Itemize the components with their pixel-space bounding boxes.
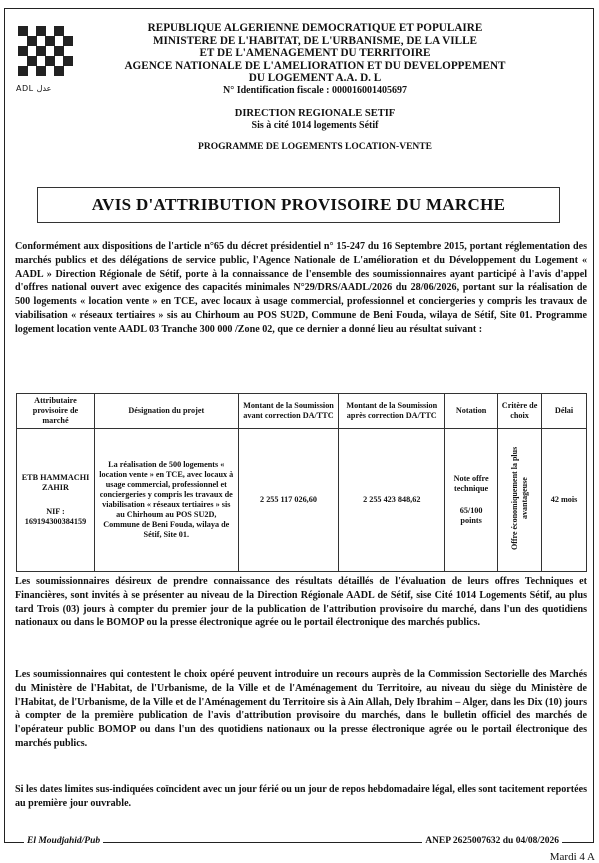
newspaper-date: Mardi 4 A xyxy=(549,851,595,863)
award-table xyxy=(16,393,587,572)
header-line-republic: REPUBLIQUE ALGERIENNE DEMOCRATIQUE ET POPULAIRE xyxy=(147,22,483,34)
anep-reference: ANEP 2625007632 du 04/08/2026 xyxy=(422,836,562,846)
cell-bidder xyxy=(17,429,95,572)
criteria-text: Offre économiquement la plus avantageuse xyxy=(509,446,529,551)
table-header-row xyxy=(17,394,587,429)
regional-direction: DIRECTION REGIONALE SETIF xyxy=(234,107,396,119)
appeal-paragraph: Les soumissionnaires qui contestent le choix opéré peuvent introduire un recours auprès de la Commission Sectorielle des Marchés du Ministère de l'Habitat, de l'Urbanisme, de la Ville et de l'Aménagement du Territoire, au niveau du siège du Ministère de l'Habitat, de l'Urbanisme, de la Ville et de l'Aménagement du Territoire sis à Ain Allah, Dely Ibrahim – Alger, dans les Dix (10) jours à compter de la première publication de l'avis d'attribution provisoire du marchés, dans le bulletin officiel des marchés de l'opérateur public BOMOP ou dans l'un des quotidiens nationaux ou la presse électronique agrée ou le portail électronique des marchés publics. xyxy=(15,669,587,749)
publisher-credit: El Moudjahid/Pub xyxy=(24,836,103,846)
header-criteria: Critère de choix xyxy=(498,394,542,429)
header-line-agency: AGENCE NATIONALE DE L'AMELIORATION ET DU DEVELOPPEMENT xyxy=(124,59,506,72)
header-bidder: Attributaire provisoire de marché xyxy=(17,394,95,429)
header-amount-before: Montant de la Soumission avant correction DA/TTC xyxy=(238,394,339,429)
intro-paragraph: Conformément aux dispositions de l'article n°65 du décret présidentiel n° 15-247 du 16 Septembre 2015, portant réglementation des marchés publics et des délégations de service public, l'Agence Nationale de L'amélioration et du Développement du Logement « AADL » Direction Régionale de Sétif, porte à la connaissance de l'ensemble des soumissionnaires ayant participé à l'avis d'appel d'offres national ouvert avec exigence des capacités minimales N°29/DRS/AADL/2026 du 28/06/2026, portant sur la réalisation de 500 logements « location vente » en TCE, avec locaux à usage commercial, professionnel et conciergeries y compris les travaux de viabilisation « réseaux tertiaires » sis au Chirhoum au POS SU2D, Commune de Beni Fouda, wilaya de Sétif, Site 01. Programme logement location vente AADL 03 Tranche 300 000 /Zone 02, que ce dernier a donné lieu au résultat suivant : xyxy=(15,241,587,335)
cell-delay: 42 mois xyxy=(542,429,587,572)
notation-label: Note offre technique xyxy=(453,474,489,493)
bidder-name: ETB HAMMACHI ZAHIR xyxy=(21,473,90,492)
holiday-paragraph: Si les dates limites sus-indiquées coïncident avec un jour férié ou un jour de repos hebdomadaire légal, elles sont tacitement reportées au première jour ouvrable. xyxy=(15,784,587,809)
fiscal-id: N° Identification fiscale : 000016001405697 xyxy=(223,84,407,96)
direction-address: Sis à cité 1014 logements Sétif xyxy=(251,120,379,132)
header xyxy=(100,22,530,153)
header-amount-after: Montant de la Soumission après correction DA/TTC xyxy=(339,394,445,429)
notation-value: 65/100 points xyxy=(459,506,483,525)
results-consultation-paragraph: Les soumissionnaires désireux de prendre connaissance des résultats détaillés de l'évaluation de leurs offres Techniques et Financières, sont invités à se présenter au niveau de la Direction Régionale AADL de Sétif, sise Cité 1014 Logements Sétif, au plus tard Trois (03) jours à compter du premier jour de la publication de l'attribution provisoire du marché, dans l'un des quotidiens nationaux ou dans le BOMOP ou la presse électronique agrée ou le portail électronique des marchés publics. xyxy=(15,576,587,629)
cell-criteria xyxy=(498,429,542,572)
logo-caption: ADL عدل xyxy=(16,84,52,93)
header-line-ministry: MINISTERE DE L'HABITAT, DE L'URBANISME, DE LA VILLE xyxy=(153,34,477,47)
header-line-territory: ET DE L'AMENAGEMENT DU TERRITOIRE xyxy=(199,47,431,60)
cell-amount-before: 2 255 117 026,60 xyxy=(238,429,339,572)
bidder-nif: NIF : 169194300384159 xyxy=(24,507,87,526)
cell-amount-after: 2 255 423 848,62 xyxy=(339,429,445,572)
footer xyxy=(4,836,594,850)
notice-title: AVIS D'ATTRIBUTION PROVISOIRE DU MARCHE xyxy=(37,187,560,223)
cell-notation xyxy=(445,429,498,572)
header-notation: Notation xyxy=(445,394,498,429)
table-row xyxy=(17,429,587,572)
header-delay: Délai xyxy=(542,394,587,429)
header-project: Désignation du projet xyxy=(94,394,238,429)
cell-project: La réalisation de 500 logements « location vente » en TCE, avec locaux à usage commercial, professionnel et conciergeries y compris les travaux de viabilisation « réseaux tertiaires » sis au Chirhoum au POS SU2D, Commune de Beni Fouda, wilaya de Sétif, Site 01. xyxy=(94,429,238,572)
program-title: PROGRAMME DE LOGEMENTS LOCATION-VENTE xyxy=(198,141,432,152)
header-line-aadl: DU LOGEMENT A.A. D. L xyxy=(248,72,382,85)
